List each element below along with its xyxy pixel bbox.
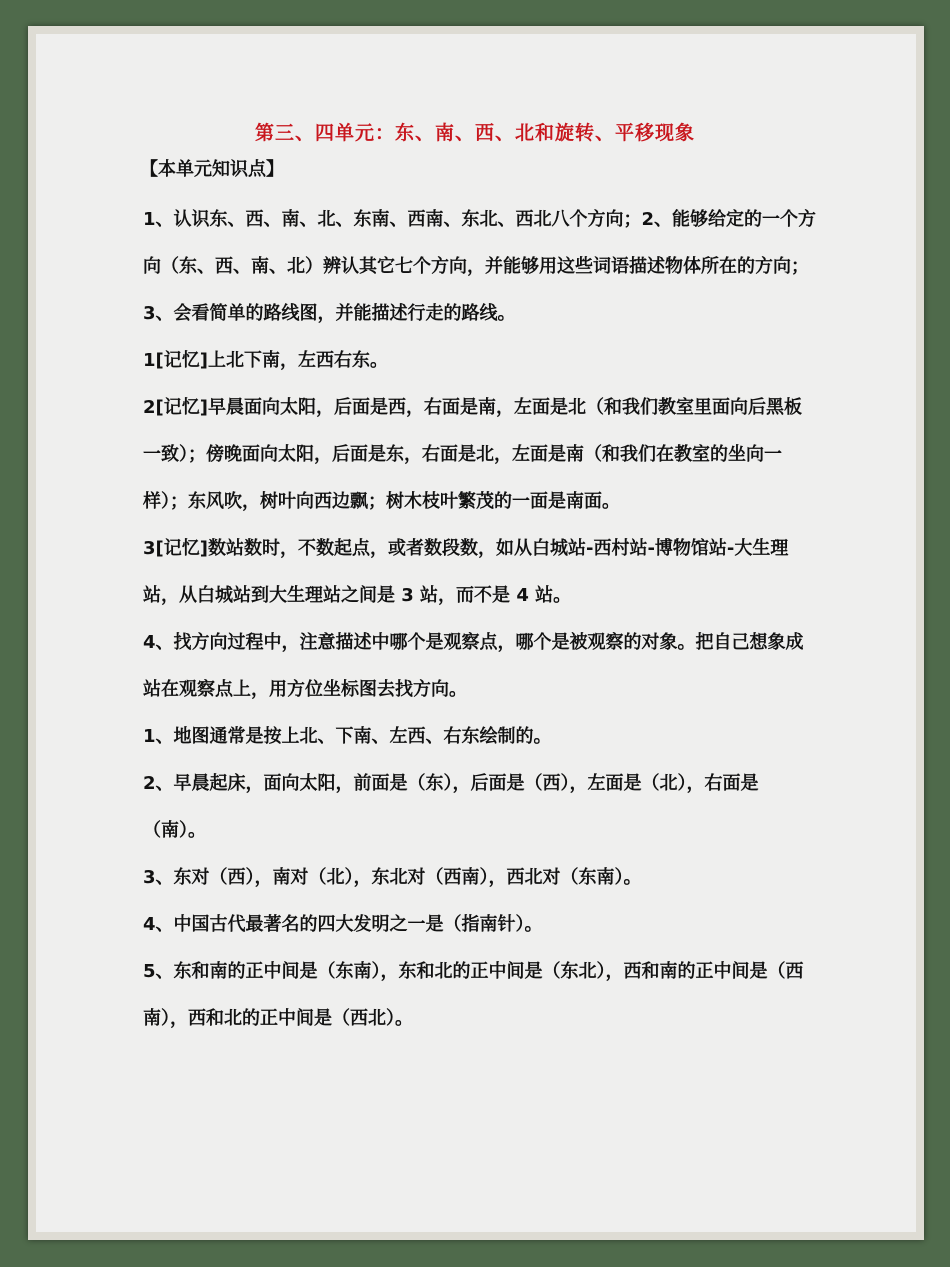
section-heading: 【本单元知识点】 bbox=[140, 159, 284, 180]
document-body bbox=[143, 196, 818, 1042]
paragraph-memory-1: 1[记忆]上北下南，左西右东。 bbox=[143, 350, 388, 371]
paragraph-memory-2: 2[记忆]早晨面向太阳，后面是西，右面是南，左面是北（和我们教室里面向后黑板一致）；傍晚面向太阳，后面是东，右面是北，左面是南（和我们在教室的坐向一样）；东风吹，树叶向西边飘；树木枝叶繁茂的一面是南面。 bbox=[143, 397, 802, 512]
paragraph-fact-3: 3、东对（西），南对（北），东北对（西南），西北对（东南）。 bbox=[143, 867, 642, 888]
paragraph-fact-4: 4、中国古代最著名的四大发明之一是（指南针）。 bbox=[143, 914, 543, 935]
paragraph-point-4: 4、找方向过程中，注意描述中哪个是观察点，哪个是被观察的对象。把自己想象成站在观察点上，用方位坐标图去找方向。 bbox=[143, 632, 804, 700]
paragraph-fact-2: 2、早晨起床，面向太阳，前面是（东），后面是（西），左面是（北），右面是（南）。 bbox=[143, 773, 759, 841]
paragraph-learning-goals: 1、认识东、西、南、北、东南、西南、东北、西北八个方向；2、能够给定的一个方向（东、西、南、北）辨认其它七个方向，并能够用这些词语描述物体所在的方向；3、会看简单的路线图，并能描述行走的路线。 bbox=[143, 209, 817, 324]
document-title: 第三、四单元：东、南、西、北和旋转、平移现象 bbox=[254, 122, 695, 144]
paragraph-memory-3: 3[记忆]数站数时，不数起点，或者数段数，如从白城站-西村站-博物馆站-大生理站，从白城站到大生理站之间是 3 站，而不是 4 站。 bbox=[143, 538, 789, 606]
paragraph-fact-5: 5、东和南的正中间是（东南），东和北的正中间是（东北），西和南的正中间是（西南），西和北的正中间是（西北）。 bbox=[143, 961, 804, 1029]
paragraph-fact-1: 1、地图通常是按上北、下南、左西、右东绘制的。 bbox=[143, 726, 552, 747]
